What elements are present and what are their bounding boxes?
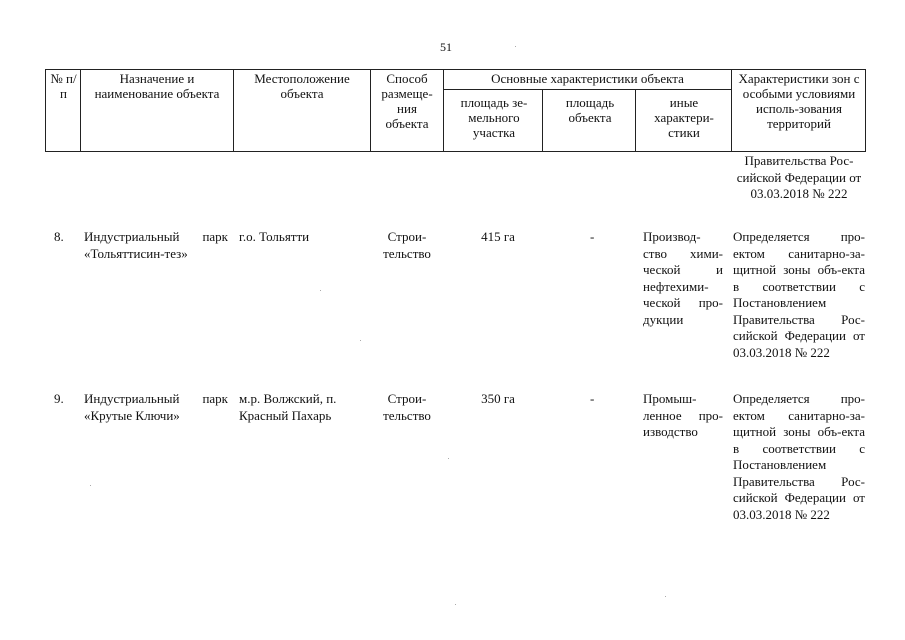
header-col-divider [731,69,732,152]
row-number: 9. [54,391,64,406]
header-zones: Характеристики зон с особыми условиями исполь-зования территорий [738,71,860,131]
header-col-divider [370,69,371,152]
header-col-divider [635,89,636,152]
row-land-area: 350 га [481,391,515,406]
header-col-divider [233,69,234,152]
header-bottom-border [45,151,866,152]
row-land-area: 415 га [481,229,515,244]
header-name: Назначение и наименование объекта [94,71,220,101]
header-group-divider [443,89,731,90]
header-land-area: площадь зе-мельного участка [460,95,528,140]
header-other-characteristics: иные характери-стики [654,95,714,140]
header-col-divider [443,69,444,152]
row-method: Строи-тельство [383,391,431,423]
table-header [45,69,866,151]
row-method: Строи-тельство [383,229,431,261]
scan-speck [448,458,449,459]
row-object-area: - [590,229,595,244]
row-other-characteristics: Промыш-ленное про-изводство [643,391,723,439]
header-main-characteristics: Основные характеристики объекта [491,71,684,86]
row-other-characteristics: Производ-ство хими-ческой и нефтехими-ческой про-дукции [643,229,723,327]
row-object-name: Индустриальный парк «Крутые Ключи» [84,391,228,423]
scan-speck [455,604,456,605]
scan-speck [515,46,516,47]
row-location: м.р. Волжский, п. Красный Пахарь [239,391,337,423]
row-location: г.о. Тольятти [239,229,310,244]
scan-speck [360,340,361,341]
header-left-border [45,69,46,152]
row-object-area: - [590,391,595,406]
header-col-divider [542,89,543,152]
scan-speck [90,485,91,486]
page-number: 51 [440,40,452,54]
row-object-name: Индустриальный парк «Тольяттисин-тез» [84,229,228,261]
header-number: № п/п [50,71,77,101]
row-number: 8. [54,229,64,244]
header-object-area: площадь объекта [565,95,615,125]
row-zones: Определяется про-ектом санитарно-за-щитной зоны объ-екта в соответствии с Постановлением Правительства Рос-сийской Федерации от 03.03.2018 № 222 [733,229,865,360]
header-col-divider [80,69,81,152]
header-right-border [865,69,866,152]
scan-speck [320,290,321,291]
header-method: Способ размеще-ния объекта [381,71,433,131]
scan-speck [665,596,666,597]
header-top-border [45,69,866,70]
carryover-zones-text: Правительства Рос-сийской Федерации от 03.03.2018 № 222 [736,153,862,201]
row-zones: Определяется про-ектом санитарно-за-щитной зоны объ-екта в соответствии с Постановлением Правительства Рос-сийской Федерации от 03.03.2018 № 222 [733,391,865,522]
header-location: Местоположение объекта [254,71,350,101]
